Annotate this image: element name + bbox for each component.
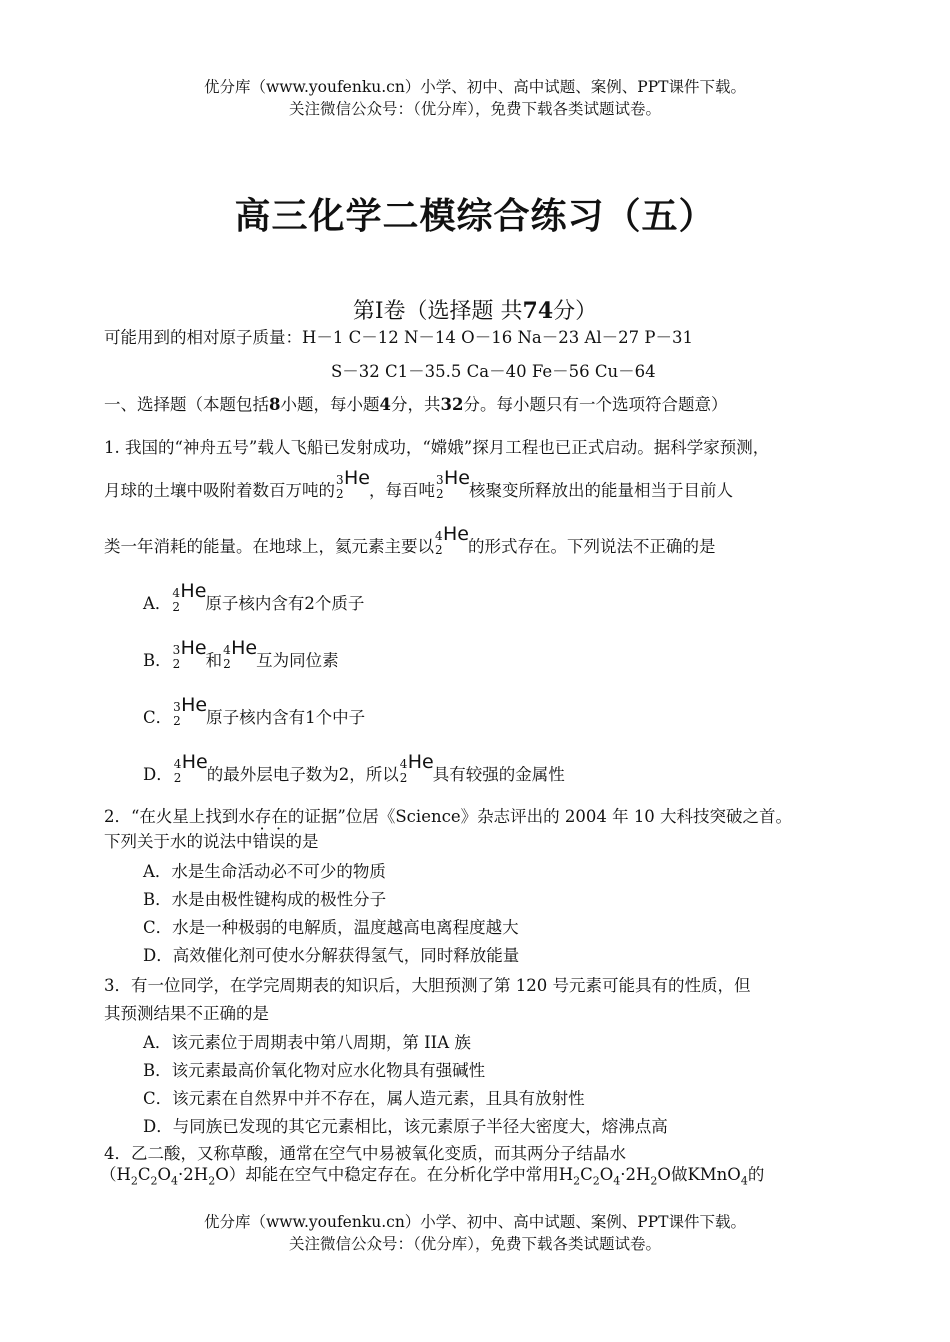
- q1-line2-b: ，每百吨: [369, 481, 435, 500]
- q4-line2-end: 的: [747, 1165, 765, 1184]
- q1-line3-b: 的形式存在。下列说法不正确的是: [468, 537, 716, 556]
- q1-option-a: [143, 580, 365, 616]
- he3-isotope: 3 2 He: [173, 694, 208, 728]
- q2-emphasis-char2: 误: [269, 832, 286, 851]
- q3-option-c: C．该元素在自然界中并不存在，属人造元素，且具有放射性: [143, 1089, 585, 1108]
- option-text: 互为同位素: [256, 651, 339, 670]
- section-text-d: 分。每小题只有一个选项符合题意）: [463, 395, 728, 414]
- page-footer-line2: 关注微信公众号：（优分库），免费下载各类试题试卷。: [288, 1235, 661, 1253]
- q2-option-a: A．水是生命活动必不可少的物质: [143, 862, 386, 881]
- q3-line2: 其预测结果不正确的是: [104, 1004, 269, 1023]
- section-points-total: 32: [440, 395, 464, 414]
- q4-line2-mid2: 做: [670, 1165, 688, 1184]
- q4-paren-open: （: [100, 1165, 117, 1184]
- section-text-a: 一、选择题（本题包括: [104, 395, 269, 414]
- q2-line1: 2．“在火星上找到水存在的证据”位居《Science》杂志评出的 2004 年 10 大科技突破之首。: [104, 807, 793, 826]
- option-label: A．: [143, 594, 172, 613]
- section-count: 8: [269, 395, 281, 414]
- he4-isotope: 4 2 He: [435, 523, 469, 557]
- q3-line1: 3．有一位同学，在学完周期表的知识后，大胆预测了第 120 号元素可能具有的性质，但: [104, 976, 751, 995]
- page-header-line1: 优分库（www.youfenku.cn）小学、初中、高中试题、案例、PPT课件下载。: [203, 78, 747, 96]
- q1-option-b: [143, 637, 339, 673]
- option-text: 原子核内含有2个质子: [205, 594, 365, 613]
- option-label: C．: [143, 708, 173, 727]
- volume-suffix: 分）: [553, 299, 598, 324]
- volume-heading: [0, 294, 950, 325]
- page-footer-line1: 优分库（www.youfenku.cn）小学、初中、高中试题、案例、PPT课件下载。: [203, 1213, 747, 1231]
- option-label: B．: [143, 651, 172, 670]
- q2-option-d: D．高效催化剂可使水分解获得氢气，同时释放能量: [143, 946, 520, 965]
- option-text: 具有较强的金属性: [432, 765, 565, 784]
- q1-line2-c: 核聚变所释放出的能量相当于目前人: [469, 481, 733, 500]
- option-text-mid: 的最外层电子数为2，所以: [206, 765, 399, 784]
- q2-emphasis-char1: 错: [252, 832, 269, 851]
- q1-line3: [104, 523, 716, 559]
- q1-line3-a: 类一年消耗的能量。在地球上，氦元素主要以: [104, 537, 434, 556]
- q2-line2-a: 下列关于水的说法中: [104, 832, 253, 851]
- q1-option-d: [143, 751, 565, 787]
- page-title: 高三化学二模综合练习（五）: [234, 196, 716, 237]
- option-text-mid: 和: [205, 651, 223, 670]
- q2-option-b: B．水是由极性键构成的极性分子: [143, 890, 387, 909]
- q2-line2: [104, 830, 319, 854]
- section-heading: [104, 393, 727, 417]
- section-points-each: 4: [379, 395, 391, 414]
- q3-option-a: A．该元素位于周期表中第八周期，第 IIA 族: [143, 1033, 471, 1052]
- he3-isotope: 3 2 He: [172, 637, 207, 671]
- atomic-masses-line2: S－32 C1－35.5 Ca－40 Fe－56 Cu－64: [331, 362, 656, 381]
- q1-line2-a: 月球的土壤中吸附着数百万吨的: [104, 481, 335, 500]
- he4-isotope: 4 2 He: [173, 751, 208, 785]
- q4-line2-mid: ）却能在空气中稳定存在。在分析化学中常用: [228, 1165, 559, 1184]
- he4-isotope: 4 2 He: [172, 580, 207, 614]
- he3-isotope: 3 2 He: [336, 467, 370, 501]
- q3-option-d: D．与同族已发现的其它元素相比，该元素原子半径大密度大，熔沸点高: [143, 1117, 668, 1136]
- q2-line2-d: 的是: [285, 832, 319, 851]
- atomic-masses-line1: 可能用到的相对原子质量：H－1 C－12 N－14 O－16 Na－23 Al－27 P－31: [104, 328, 693, 347]
- he4-isotope: 4 2 He: [399, 751, 434, 785]
- volume-score: 74: [522, 298, 554, 324]
- option-text: 原子核内含有1个中子: [206, 708, 366, 727]
- section-text-b: 小题，每小题: [280, 395, 380, 414]
- q1-option-c: [143, 694, 366, 730]
- q2-option-c: C．水是一种极弱的电解质，温度越高电离程度越大: [143, 918, 519, 937]
- q3-option-b: B．该元素最高价氧化物对应水化物具有强碱性: [143, 1061, 486, 1080]
- q4-line2: $(H_2C_2O_4\cdot 2H_2O)$却能在空气中稳定存在。在分析化学中常用$H_2C_2O_4\cdot 2H_2O$做KMnO$_4$的: [100, 1165, 765, 1188]
- he3-isotope: 3 2 He: [436, 467, 470, 501]
- q4-line1: 4．乙二酸，又称草酸，通常在空气中易被氧化变质，而其两分子结晶水: [104, 1144, 626, 1163]
- section-text-c: 分，共: [390, 395, 441, 414]
- q1-line2: [104, 467, 733, 503]
- he4-isotope: 4 2 He: [223, 637, 258, 671]
- volume-prefix: 第Ⅰ卷（选择题 共: [352, 299, 523, 324]
- page-header-line2: 关注微信公众号：（优分库），免费下载各类试题试卷。: [288, 100, 661, 118]
- q1-line1: 1. 我国的“神舟五号”载人飞船已发射成功，“嫦娥”探月工程也已正式启动。据科学家预测，: [104, 438, 770, 457]
- option-label: D．: [143, 765, 173, 784]
